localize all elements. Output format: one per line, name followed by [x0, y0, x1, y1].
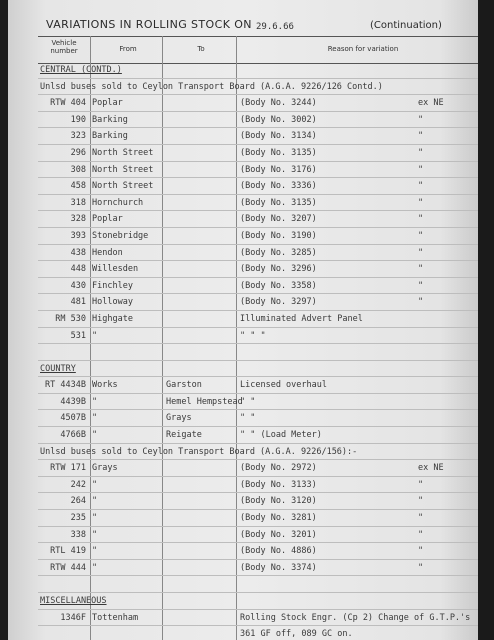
table-row	[38, 527, 478, 544]
table-row	[38, 128, 478, 145]
table-row	[38, 626, 478, 640]
cell-note: "	[418, 230, 424, 241]
header-from: From	[119, 45, 137, 53]
cell-note: "	[418, 181, 424, 192]
cell-note: "	[418, 264, 424, 275]
table-row	[38, 62, 478, 79]
table-row	[38, 543, 478, 560]
table-row	[38, 610, 478, 627]
table-row	[38, 95, 478, 112]
cell-veh: 531	[70, 330, 86, 341]
cell-reason: (Body No. 4886)	[240, 546, 317, 557]
cell-reason: (Body No. 3244)	[240, 98, 317, 109]
cell-from: Holloway	[92, 297, 133, 308]
cell-from: Barking	[92, 131, 128, 142]
table-row	[38, 311, 478, 328]
page-title: VARIATIONS IN ROLLING STOCK ON	[46, 18, 252, 31]
cell-veh: RTW 404	[50, 98, 86, 109]
table-row	[38, 195, 478, 212]
cell-veh: 448	[70, 264, 86, 275]
cell-veh: 296	[70, 147, 86, 158]
cell-note: "	[418, 496, 424, 507]
cell-from: Hendon	[92, 247, 123, 258]
cell-note: "	[418, 131, 424, 142]
cell-reason: (Body No. 2972)	[240, 463, 317, 474]
cell-reason: " "	[240, 413, 256, 424]
table-row	[38, 344, 478, 361]
table-row	[38, 394, 478, 411]
cell-from: North Street	[92, 147, 154, 158]
cell-veh: 190	[70, 114, 86, 125]
table-row	[38, 79, 478, 96]
table-row	[38, 328, 478, 345]
table-row	[38, 427, 478, 444]
cell-reason: (Body No. 3207)	[240, 214, 317, 225]
cell-reason: (Body No. 3297)	[240, 297, 317, 308]
cell-veh: RM 530	[55, 313, 86, 324]
cell-reason: (Body No. 3135)	[240, 147, 317, 158]
cell-from: Barking	[92, 114, 128, 125]
cell-reason: (Body No. 3285)	[240, 247, 317, 258]
table-row	[38, 460, 478, 477]
cell-reason: (Body No. 3135)	[240, 197, 317, 208]
cell-veh: 430	[70, 280, 86, 291]
cell-reason: Illuminated Advert Panel	[240, 313, 363, 324]
cell-reason: (Body No. 3120)	[240, 496, 317, 507]
table-row	[38, 112, 478, 129]
cell-note: "	[418, 164, 424, 175]
cell-veh: RTW 444	[50, 562, 86, 573]
cell-note: "	[418, 197, 424, 208]
cell-veh: RTL 419	[50, 546, 86, 557]
cell-reason: (Body No. 3002)	[240, 114, 317, 125]
cell-veh: Unlsd buses sold to Ceylon Transport Board (A.G.A. 9226/156):-	[40, 446, 358, 457]
cell-reason: (Body No. 3201)	[240, 529, 317, 540]
cell-to: Garston	[166, 380, 202, 391]
cell-reason: (Body No. 3358)	[240, 280, 317, 291]
cell-from: North Street	[92, 181, 154, 192]
cell-veh: 338	[70, 529, 86, 540]
table-row	[38, 211, 478, 228]
table-row	[38, 361, 478, 378]
table-row	[38, 278, 478, 295]
cell-reason: " " (Load Meter)	[240, 430, 322, 441]
table-row	[38, 444, 478, 461]
cell-note: "	[418, 114, 424, 125]
header-reason: Reason for variation	[327, 45, 399, 53]
header-vehicle: Vehicle number	[50, 39, 78, 55]
cell-note: "	[418, 214, 424, 225]
table-row	[38, 510, 478, 527]
cell-veh: 308	[70, 164, 86, 175]
cell-to: Hemel Hempstead	[166, 396, 243, 407]
cell-reason: (Body No. 3281)	[240, 513, 317, 524]
table-row	[38, 593, 478, 610]
cell-from: Finchley	[92, 280, 133, 291]
cell-from: "	[92, 529, 98, 540]
cell-reason: " "	[240, 396, 256, 407]
cell-from: "	[92, 396, 98, 407]
cell-veh: RTW 171	[50, 463, 86, 474]
cell-from: Stonebridge	[92, 230, 149, 241]
cell-veh: 4507B	[60, 413, 86, 424]
cell-to: Grays	[166, 413, 192, 424]
cell-from: Poplar	[92, 98, 123, 109]
cell-from: North Street	[92, 164, 154, 175]
table-row	[38, 145, 478, 162]
cell-veh: 438	[70, 247, 86, 258]
cell-from: "	[92, 496, 98, 507]
cell-note: "	[418, 297, 424, 308]
date-stamp: 29.6.66	[256, 22, 294, 32]
cell-veh: 4766B	[60, 430, 86, 441]
cell-veh: 1346F	[60, 612, 86, 623]
cell-reason: (Body No. 3336)	[240, 181, 317, 192]
cell-veh: 328	[70, 214, 86, 225]
cell-from: "	[92, 413, 98, 424]
cell-reason: (Body No. 3176)	[240, 164, 317, 175]
table-row	[38, 560, 478, 577]
cell-note: "	[418, 513, 424, 524]
cell-from: "	[92, 330, 98, 341]
table-row	[38, 493, 478, 510]
cell-to: Reigate	[166, 430, 202, 441]
cell-from: Grays	[92, 463, 118, 474]
cell-reason: 361 GF off, 089 GC on.	[240, 629, 353, 640]
cell-from: Hornchurch	[92, 197, 144, 208]
cell-from: Highgate	[92, 313, 133, 324]
continuation-label: (Continuation)	[370, 20, 442, 31]
cell-from: "	[92, 430, 98, 441]
cell-veh: 264	[70, 496, 86, 507]
cell-veh: 318	[70, 197, 86, 208]
cell-note: "	[418, 546, 424, 557]
cell-veh: COUNTRY	[40, 363, 76, 374]
cell-note: "	[418, 247, 424, 258]
cell-reason: (Body No. 3133)	[240, 479, 317, 490]
cell-reason: (Body No. 3190)	[240, 230, 317, 241]
cell-from: Tottenham	[92, 612, 139, 623]
cell-veh: RT 4434B	[45, 380, 86, 391]
cell-veh: Unlsd buses sold to Ceylon Transport Board (A.G.A. 9226/126 Contd.)	[40, 81, 383, 92]
cell-veh: MISCELLANEOUS	[40, 596, 107, 606]
cell-reason: (Body No. 3374)	[240, 562, 317, 573]
cell-reason: " " "	[240, 330, 266, 341]
table-row	[38, 228, 478, 245]
cell-veh: 242	[70, 479, 86, 490]
cell-from: "	[92, 513, 98, 524]
cell-veh: 481	[70, 297, 86, 308]
cell-from: "	[92, 479, 98, 490]
cell-note: "	[418, 562, 424, 573]
cell-veh: 4439B	[60, 396, 86, 407]
cell-from: Works	[92, 380, 118, 391]
table-row	[38, 245, 478, 262]
table-row	[38, 178, 478, 195]
cell-from: Poplar	[92, 214, 123, 225]
cell-from: Willesden	[92, 264, 139, 275]
cell-note: ex NE	[418, 463, 444, 474]
cell-veh: 458	[70, 181, 86, 192]
cell-note: "	[418, 280, 424, 291]
column-header-row	[38, 36, 478, 64]
table-row	[38, 294, 478, 311]
table-row	[38, 410, 478, 427]
cell-veh: 393	[70, 230, 86, 241]
table-row	[38, 377, 478, 394]
cell-veh: CENTRAL (CONTD.)	[40, 65, 122, 75]
cell-note: "	[418, 529, 424, 540]
cell-reason: (Body No. 3296)	[240, 264, 317, 275]
rows-container	[38, 62, 478, 640]
cell-from: "	[92, 546, 98, 557]
cell-veh: 235	[70, 513, 86, 524]
cell-reason: Licensed overhaul	[240, 380, 327, 391]
cell-reason: (Body No. 3134)	[240, 131, 317, 142]
cell-veh: 323	[70, 131, 86, 142]
cell-note: "	[418, 147, 424, 158]
cell-note: ex NE	[418, 98, 444, 109]
table-row	[38, 261, 478, 278]
table-row	[38, 477, 478, 494]
cell-reason: Rolling Stock Engr. (Cp 2) Change of G.T.P.'s	[240, 612, 471, 623]
document-sheet	[8, 0, 478, 640]
table-row	[38, 162, 478, 179]
table-row	[38, 576, 478, 593]
header-to: To	[197, 45, 205, 53]
cell-note: "	[418, 479, 424, 490]
cell-from: "	[92, 562, 98, 573]
